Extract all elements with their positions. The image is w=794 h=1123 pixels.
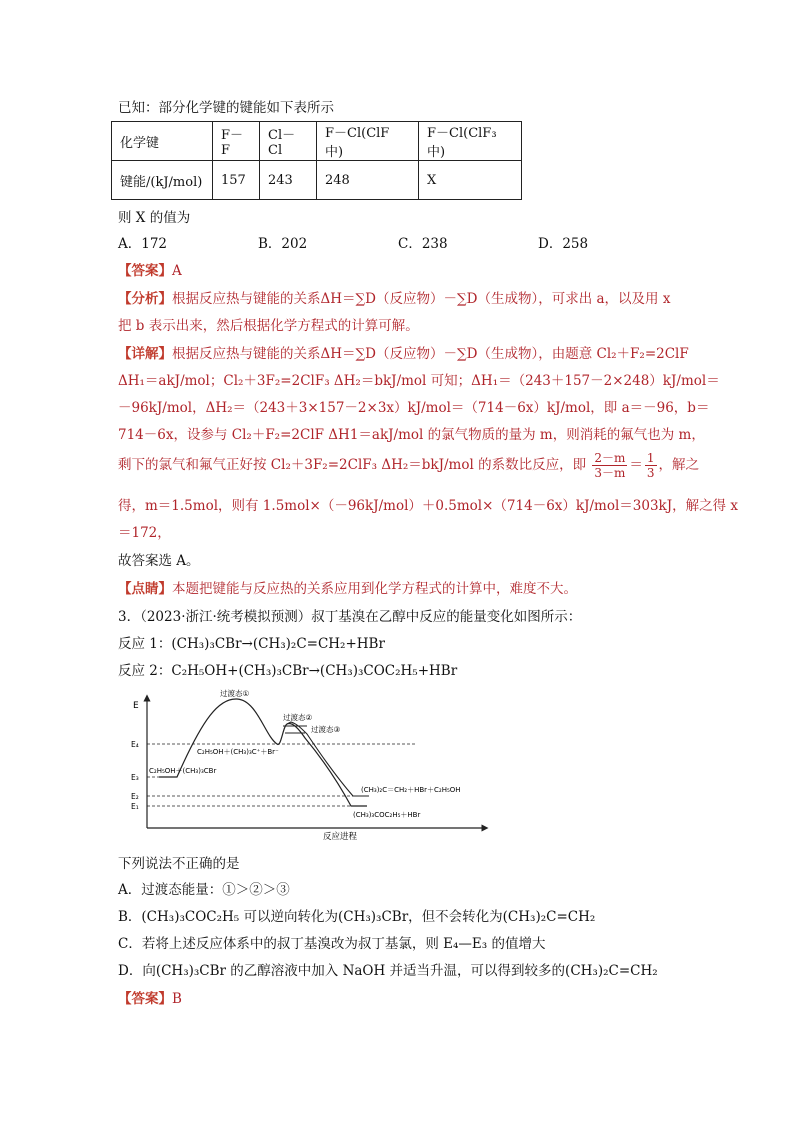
detail-text: 剩下的氯气和氟气正好按 Cl₂＋3F₂=2ClF₃ ΔH₂＝bkJ/mol 的系数比反应，即 bbox=[118, 457, 587, 473]
table-cell: 157 bbox=[213, 161, 260, 200]
option-c: C．238 bbox=[398, 236, 448, 252]
level-e3-label: E₃ bbox=[131, 773, 139, 782]
comment-line bbox=[118, 577, 577, 597]
detail-line-4: 714－6x，设参与 Cl₂＋F₂=2ClF ΔH1＝akJ/mol 的氯气物质的量为 m，则消耗的氟气也为 m， bbox=[118, 427, 705, 443]
analysis-tag: 【分析】 bbox=[118, 291, 172, 307]
option-d: D．258 bbox=[538, 236, 589, 252]
fraction-numerator: 2－m bbox=[594, 451, 626, 465]
q3-option-d: D．向(CH₃)₃CBr 的乙醇溶液中加入 NaOH 并适当升温，可以得到较多的(CH₃)₂C=CH₂ bbox=[118, 963, 658, 979]
option-a: A．172 bbox=[118, 236, 168, 252]
y-axis-label: E bbox=[133, 701, 139, 711]
table-header-cell: F－F bbox=[213, 122, 260, 161]
table-header-row bbox=[112, 122, 522, 161]
conclusion: 故答案选 A。 bbox=[118, 553, 200, 569]
reactants-label: C₂H₅OH＋(CH₃)₃CBr bbox=[149, 767, 217, 775]
product1-label: (CH₃)₂C＝CH₂＋HBr＋C₂H₅OH bbox=[361, 786, 461, 794]
detail-line-7: ＝172， bbox=[118, 525, 171, 541]
level-e1-label: E₁ bbox=[131, 802, 139, 811]
reaction-1: 反应 1：(CH₃)₃CBr→(CH₃)₂C=CH₂+HBr bbox=[118, 636, 385, 652]
fraction bbox=[645, 451, 657, 480]
detail-line-6: 得，m＝1.5mol，则有 1.5mol×（－96kJ/mol）＋0.5mol×（714－6x）kJ/mol＝303kJ，解之得 x bbox=[118, 498, 739, 514]
ts3-label: 过渡态③ bbox=[311, 725, 341, 734]
fraction-denominator: 3 bbox=[646, 466, 655, 480]
answer-3-line bbox=[118, 987, 182, 1007]
ts1-label: 过渡态① bbox=[220, 689, 250, 698]
product2-label: (CH₃)₃COC₂H₅＋HBr bbox=[353, 811, 421, 819]
table-row bbox=[112, 161, 522, 200]
answer-line bbox=[118, 259, 182, 279]
bond-energy-table bbox=[111, 121, 522, 200]
question-stem: 则 X 的值为 bbox=[118, 210, 191, 226]
detail-text: ，解之 bbox=[658, 457, 700, 473]
level-e4-label: E₄ bbox=[131, 740, 139, 749]
table-header-cell: F－Cl(ClF 中) bbox=[317, 122, 419, 161]
detail-line-3: －96kJ/mol，ΔH₂＝（243＋3×157－2×3x）kJ/mol＝（714－6x）kJ/mol，即 a＝－96，b＝ bbox=[118, 400, 710, 416]
x-axis-label: 反应进程 bbox=[323, 832, 358, 840]
q3-option-b: B．(CH₃)₃COC₂H₅ 可以逆向转化为(CH₃)₃CBr，但不会转化为(CH₃)₂C=CH₂ bbox=[118, 909, 596, 925]
detail-line-5 bbox=[118, 451, 699, 480]
analysis-line-1 bbox=[118, 287, 670, 307]
answer-tag: 【答案】 bbox=[118, 263, 172, 279]
question-3-title: 3．（2023·浙江·统考模拟预测）叔丁基溴在乙醇中反应的能量变化如图所示： bbox=[118, 609, 582, 625]
table-cell: X bbox=[419, 161, 522, 200]
detail-tag: 【详解】 bbox=[118, 346, 172, 362]
analysis-text: 根据反应热与键能的关系ΔH＝∑D（反应物）－∑D（生成物），可求出 a，以及用 x bbox=[172, 291, 671, 307]
answer-tag: 【答案】 bbox=[118, 991, 172, 1007]
q3-option-a: A．过渡态能量：①＞②＞③ bbox=[118, 882, 290, 898]
q3-option-c: C．若将上述反应体系中的叔丁基溴改为叔丁基氯，则 E₄—E₃ 的值增大 bbox=[118, 936, 546, 952]
table-row-label: 键能/(kJ/mol) bbox=[112, 161, 213, 200]
answer-value: B bbox=[172, 991, 182, 1007]
equals-sign: ＝ bbox=[629, 457, 643, 473]
question-3-stem: 下列说法不正确的是 bbox=[118, 856, 240, 872]
table-header-cell: 化学键 bbox=[112, 122, 213, 161]
answer-value: A bbox=[172, 263, 182, 279]
detail-line-2: ΔH₁＝akJ/mol；Cl₂＋3F₂=2ClF₃ ΔH₂＝bkJ/mol 可知；ΔH₁＝（243＋157－2×248）kJ/mol＝ bbox=[118, 373, 720, 389]
intermediate-label: C₂H₅OH＋(CH₃)₃C⁺＋Br⁻ bbox=[197, 748, 279, 756]
table-header-cell: F－Cl(ClF₃中) bbox=[419, 122, 522, 161]
level-e2-label: E₂ bbox=[131, 792, 139, 801]
comment-text: 本题把键能与反应热的关系应用到化学方程式的计算中，难度不大。 bbox=[172, 581, 577, 597]
reaction-2: 反应 2：C₂H₅OH+(CH₃)₃CBr→(CH₃)₃COC₂H₅+HBr bbox=[118, 663, 458, 679]
ts2-label: 过渡态② bbox=[283, 713, 313, 722]
energy-diagram bbox=[125, 688, 495, 840]
table-header-cell: Cl－Cl bbox=[260, 122, 317, 161]
table-cell: 248 bbox=[317, 161, 419, 200]
fraction-numerator: 1 bbox=[646, 451, 655, 465]
intro-text: 已知：部分化学键的键能如下表所示 bbox=[118, 100, 334, 116]
option-b: B．202 bbox=[258, 236, 308, 252]
detail-text: 根据反应热与键能的关系ΔH＝∑D（反应物）－∑D（生成物），由题意 Cl₂＋F₂=2ClF bbox=[172, 346, 689, 362]
comment-tag: 【点睛】 bbox=[118, 581, 172, 597]
fraction-denominator: 3－m bbox=[594, 466, 626, 480]
table-cell: 243 bbox=[260, 161, 317, 200]
analysis-line-2: 把 b 表示出来，然后根据化学方程式的计算可解。 bbox=[118, 318, 419, 334]
fraction bbox=[592, 451, 627, 480]
detail-line-1 bbox=[118, 342, 689, 362]
